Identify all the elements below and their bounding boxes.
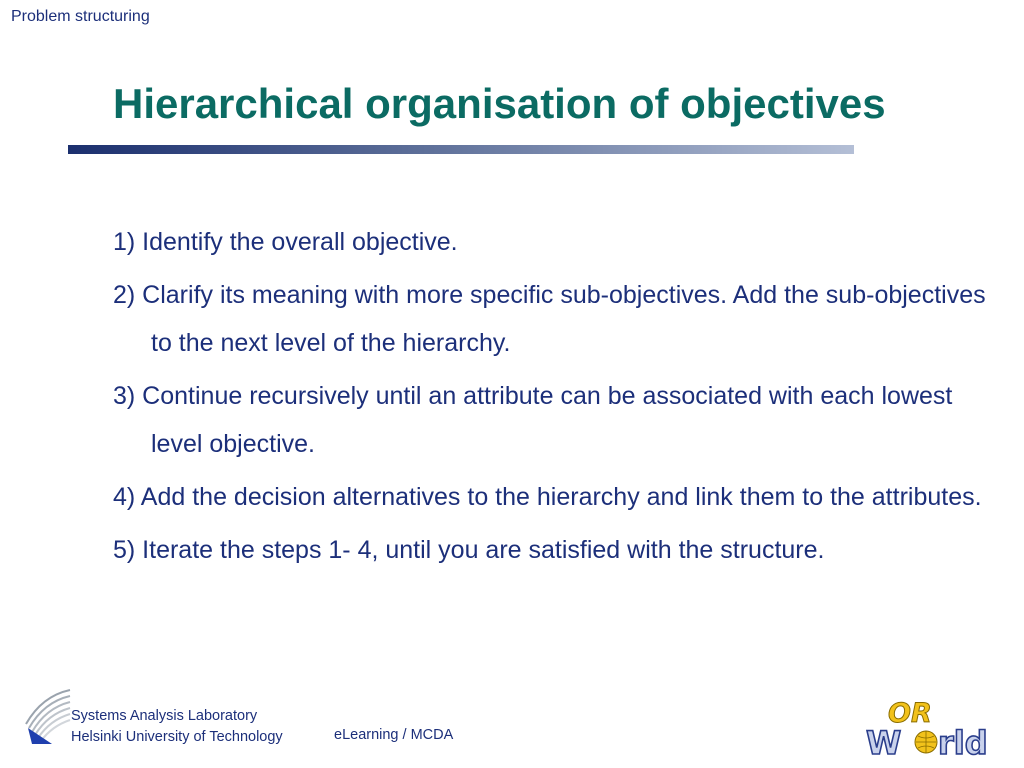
step-item: 1) Identify the overall objective. <box>113 228 458 256</box>
footer-lab: Systems Analysis Laboratory <box>71 708 258 724</box>
footer-institution <box>71 706 283 748</box>
step-item: 4) Add the decision alternatives to the hierarchy and link them to the attributes. <box>113 483 982 511</box>
or-world-logo-tail: rld <box>938 724 988 760</box>
step-item: 3) Continue recursively until an attribute can be associated with each lowest level objective. <box>113 382 953 458</box>
or-world-logo-w: W <box>866 724 902 760</box>
slide-title: Hierarchical organisation of objectives <box>113 80 886 127</box>
footer-course: eLearning / MCDA <box>334 727 454 743</box>
or-world-logo-top: OR <box>888 698 932 729</box>
title-divider <box>68 145 854 154</box>
step-item: 5) Iterate the steps 1- 4, until you are satisfied with the structure. <box>113 536 825 564</box>
footer-university: Helsinki University of Technology <box>71 729 283 745</box>
section-topic: Problem structuring <box>11 8 150 25</box>
steps-list <box>113 218 993 579</box>
hut-logo-icon <box>22 684 72 746</box>
step-item: 2) Clarify its meaning with more specific sub-objectives. Add the sub-objectives to the next level of the hierarchy. <box>113 281 986 357</box>
or-world-logo <box>864 696 1008 760</box>
